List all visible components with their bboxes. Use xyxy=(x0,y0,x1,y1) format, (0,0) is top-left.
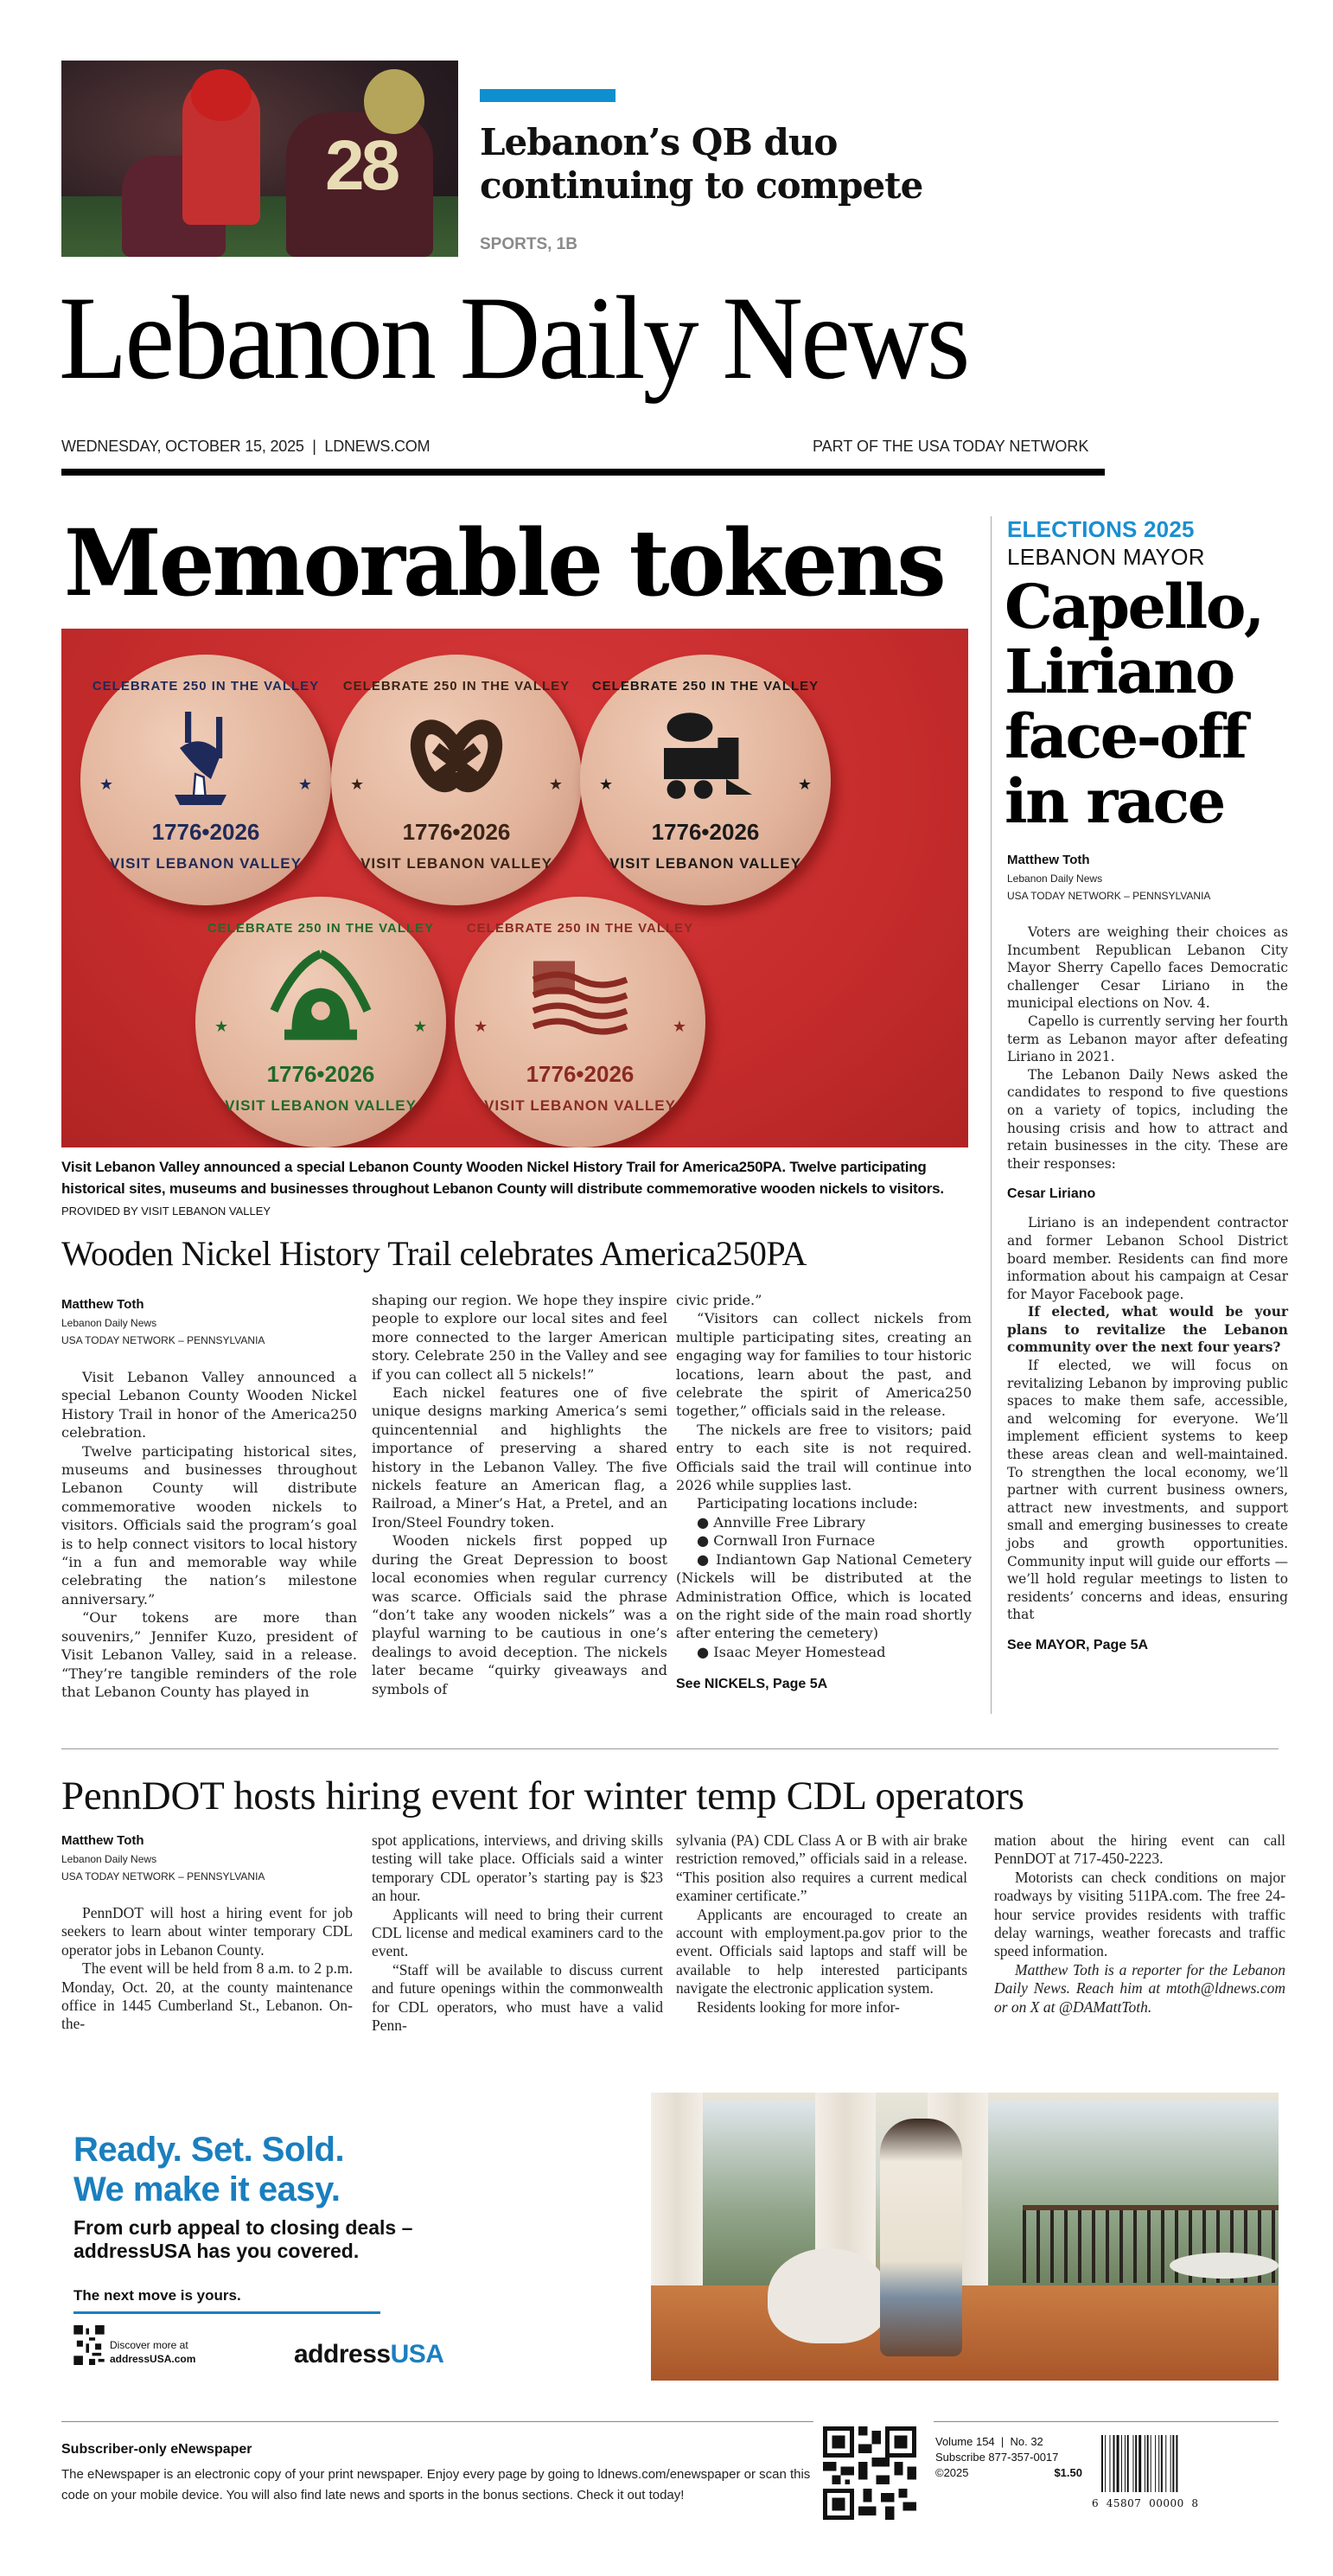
story-column xyxy=(1007,1214,1288,1624)
wooden-nickel-coin xyxy=(195,897,446,1147)
coin-top-text: CELEBRATE 250 IN THE VALLEY xyxy=(466,921,694,936)
barcode-bar xyxy=(1155,2435,1156,2492)
coin-bottom-text: VISIT LEBANON VALLEY xyxy=(360,855,552,872)
barcode-bar xyxy=(1113,2435,1115,2492)
paragraph: “Our tokens are more than souvenirs,” Jennifer Kuzo, president of Visit Lebanon Valley, said in a release. “They’re tangible reminders of the role that Lebanon County has played in xyxy=(61,1609,357,1700)
story-column xyxy=(676,1831,967,2017)
star-icon: ★ xyxy=(474,1018,488,1036)
byline-author[interactable]: Matthew Toth xyxy=(1007,853,1090,867)
coin-bottom-text: VISIT LEBANON VALLEY xyxy=(110,855,302,872)
edition-info xyxy=(935,2434,1082,2481)
photo-table xyxy=(1170,2253,1279,2279)
byline-network: USA TODAY NETWORK – PENNSYLVANIA xyxy=(61,1870,265,1882)
question: If elected, what would be your plans to revitalize the Lebanon community over the next four years? xyxy=(1007,1304,1288,1356)
barcode-bar xyxy=(1109,2435,1110,2492)
ad-subhead-line: From curb appeal to closing deals – xyxy=(73,2216,413,2239)
photo-floor xyxy=(651,2285,1279,2381)
story-column xyxy=(372,1831,663,2035)
paragraph: The Lebanon Daily News asked the candidates to respond to five questions on a variety of topics, including the housing crisis and how to attract and retain businesses in the city. These are their responses: xyxy=(1007,1066,1288,1172)
barcode-bar xyxy=(1127,2435,1129,2492)
ad-subhead xyxy=(73,2216,412,2263)
wooden-nickel-coin xyxy=(331,655,582,905)
photo-credit: PROVIDED BY VISIT LEBANON VALLEY xyxy=(61,1205,271,1218)
coin-top-text: CELEBRATE 250 IN THE VALLEY xyxy=(92,679,320,694)
logo-suffix: USA xyxy=(390,2340,444,2368)
byline-network: USA TODAY NETWORK – PENNSYLVANIA xyxy=(1007,890,1211,902)
paragraph: The nickels are free to visitors; paid entry to each site is not required. Officials said the trail will continue into 2026 while supplies last. xyxy=(676,1421,972,1494)
election-subkicker: LEBANON MAYOR xyxy=(1007,544,1205,570)
election-story xyxy=(1007,515,1288,1653)
ad-headline-line: Ready. Set. Sold. xyxy=(73,2131,345,2169)
paragraph: mation about the hiring event can call PennDOT at 717-450-2223. xyxy=(994,1831,1285,1868)
paragraph: Applicants are encouraged to create an account with employment.pa.gov prior to the event. Officials said laptops and staff will be available to help interested participants navigate the electronic application system. xyxy=(676,1905,967,1998)
photo-caption xyxy=(61,1156,968,1222)
story-column xyxy=(676,1291,972,1692)
dateline: WEDNESDAY, OCTOBER 15, 2025 | LDNEWS.COM xyxy=(61,438,431,455)
lead-headline[interactable]: Memorable tokens xyxy=(64,508,944,617)
teaser-headline[interactable]: Lebanon’s QB duo continuing to compete xyxy=(480,121,923,207)
coin-emblem-icon xyxy=(654,706,757,810)
barcode-bar xyxy=(1165,2435,1166,2492)
coin-emblem-icon xyxy=(269,949,373,1052)
paragraph: sylvania (PA) CDL Class A or B with air brake restriction removed,” officials said in a release. “This position also requires a current medical examiner certificate.” xyxy=(676,1831,967,1905)
wooden-nickel-coin xyxy=(455,897,705,1147)
barcode-bar xyxy=(1161,2435,1163,2492)
network-tagline: PART OF THE USA TODAY NETWORK xyxy=(813,438,1089,455)
location-name: Cornwall Iron Furnace xyxy=(713,1532,876,1550)
masthead-rule xyxy=(61,469,1105,476)
star-icon: ★ xyxy=(412,1018,427,1036)
story-column xyxy=(61,1833,353,2034)
wooden-nickel-coin xyxy=(80,655,331,905)
story-column xyxy=(61,1297,357,1701)
byline-author[interactable]: Matthew Toth xyxy=(61,1297,144,1312)
coin-bottom-text: VISIT LEBANON VALLEY xyxy=(484,1097,676,1114)
location-name: Indiantown Gap National Cemetery (Nickels will be distributed at the Administration Office, which is located on the right side of the main road shortly after entering the cemetery) xyxy=(676,1550,972,1642)
ad-headline-line: We make it easy. xyxy=(73,2170,341,2208)
paragraph: Residents looking for more infor- xyxy=(697,1998,900,2016)
story-separator xyxy=(61,1748,1279,1749)
paragraph: Each nickel features one of five unique designs marking America’s semi quincentennial and highlights the importance of preserving a shared history in the Lebanon Valley. The five nickels feature an American flag, a Railroad, a Miner’s Hat, a Pretel, and an Iron/Steel Foundry token. xyxy=(372,1384,667,1531)
jump-link-nickels[interactable]: See NICKELS, Page 5A xyxy=(676,1677,828,1692)
paragraph: The event will be held from 8 a.m. to 2 p.m. Monday, Oct. 20, at the county maintenance office in 1445 Cumberland St., Lebanon. On-the- xyxy=(61,1959,353,2033)
barcode-bar xyxy=(1132,2435,1133,2492)
star-icon: ★ xyxy=(599,776,614,794)
photo-helmet xyxy=(364,69,424,134)
barcode-bar xyxy=(1176,2435,1177,2492)
byline-outlet: Lebanon Daily News xyxy=(61,1317,157,1329)
column-divider xyxy=(991,516,992,1714)
copyright: ©2025 xyxy=(935,2466,969,2479)
paragraph: spot applications, interviews, and driving skills testing will take place. Officials said a winter temporary CDL operator’s starting pay is $23 an hour. xyxy=(372,1831,663,1905)
enewspaper-title: Subscriber-only eNewspaper xyxy=(61,2442,252,2457)
enewspaper-qr-code-icon[interactable] xyxy=(823,2426,916,2520)
footer-rule xyxy=(934,2421,1279,2422)
candidate-heading: Cesar Liriano xyxy=(1007,1186,1096,1202)
price: $1.50 xyxy=(1054,2466,1082,2479)
location-list-item: ● Isaac Meyer Homestead xyxy=(697,1643,886,1660)
star-icon: ★ xyxy=(548,776,563,794)
story-column xyxy=(994,1831,1285,2017)
addressusa-logo xyxy=(294,2340,443,2369)
ad-url-link[interactable]: addressUSA.com xyxy=(110,2353,196,2365)
enewspaper-description: The eNewspaper is an electronic copy of your print newspaper. Enjoy every page by going to ldnews.com/enewspaper or scan this code on your mobile device. You will also find late news and sports in the bonus sections. Check it out today! xyxy=(61,2467,811,2502)
paragraph: Motorists can check conditions on major roadways by visiting 511PA.com. The free 24-hour service provides residents with traffic delay warnings, weather forecasts and traffic speed information. xyxy=(994,1868,1285,1960)
barcode-number: 6 45807 00000 8 xyxy=(1092,2497,1199,2509)
location-name: Annville Free Library xyxy=(713,1513,866,1531)
barcode-bar xyxy=(1172,2435,1174,2492)
star-icon: ★ xyxy=(214,1018,229,1036)
jersey-number: 28 xyxy=(325,126,398,205)
byline-network: USA TODAY NETWORK – PENNSYLVANIA xyxy=(61,1334,265,1346)
location-list-item: ● Cornwall Iron Furnace xyxy=(697,1532,876,1550)
coin-top-text: CELEBRATE 250 IN THE VALLEY xyxy=(591,679,820,694)
jump-link-mayor[interactable]: See MAYOR, Page 5A xyxy=(1007,1637,1149,1652)
coin-bottom-text: VISIT LEBANON VALLEY xyxy=(609,855,801,872)
barcode-bar xyxy=(1147,2435,1149,2492)
byline-outlet: Lebanon Daily News xyxy=(61,1853,157,1865)
masthead-title: Lebanon Daily News xyxy=(59,272,968,404)
barcode-bar xyxy=(1158,2435,1159,2492)
teaser-football-photo[interactable] xyxy=(61,61,458,257)
barcode-bar xyxy=(1121,2435,1122,2492)
price-row xyxy=(935,2465,1082,2481)
paragraph: civic pride.” xyxy=(676,1292,762,1308)
paragraph: “Staff will be available to discuss current and future openings within the commonwealth for CDL operators, who must have a valid Penn- xyxy=(372,1960,663,2035)
footer-rule xyxy=(61,2421,813,2422)
election-headline[interactable]: Capello, Liriano face-off in race xyxy=(1005,571,1263,837)
barcode-bar xyxy=(1170,2435,1171,2492)
ad-headline xyxy=(73,2130,344,2209)
paragraph: Voters are weighing their choices as Incumbent Republican Lebanon City Mayor Sherry Capello faces Democratic challenger Cesar Liriano in the municipal elections on Nov. 4. xyxy=(1007,924,1288,1012)
star-icon: ★ xyxy=(672,1018,686,1036)
star-icon: ★ xyxy=(99,776,114,794)
caption-text: Visit Lebanon Valley announced a special Lebanon County Wooden Nickel History Trail for America250PA. Twelve participating historical sites, museums and businesses throughout Lebanon County will distribute commemorative wooden nickels to visitors. xyxy=(61,1159,944,1197)
story-headline[interactable]: Wooden Nickel History Trail celebrates America250PA xyxy=(61,1234,807,1273)
barcode-bar xyxy=(1105,2435,1106,2492)
coin-emblem-icon xyxy=(405,706,508,810)
paragraph: If elected, we will focus on revitalizing Lebanon by improving public spaces to make them safe, accessible, and welcoming for everyone. We’ll implement efficient systems to keep these areas clean and well-maintained. To strengthen the local economy, we’ll partner with current business owners, attract new investments, and support small and emerging businesses to create jobs and growth opportunities. Community input will guide our efforts — we’ll hold regular meetings to listen to residents’ concerns and ideas, ensuring that xyxy=(1007,1358,1288,1623)
byline xyxy=(61,1833,353,1885)
reporter-tagline: Matthew Toth is a reporter for the Lebanon Daily News. Reach him at mtoth@ldnews.com or on X at @DAMattToth. xyxy=(994,1960,1285,2016)
byline xyxy=(61,1297,357,1349)
paragraph: Applicants will need to bring their current CDL license and medical examiners card to the event. xyxy=(372,1905,663,1960)
ad-home-photo xyxy=(651,2093,1279,2381)
coin-bottom-text: VISIT LEBANON VALLEY xyxy=(225,1097,417,1114)
location-name: Isaac Meyer Homestead xyxy=(713,1643,886,1660)
byline-outlet: Lebanon Daily News xyxy=(1007,873,1103,885)
location-list-item: ● Indiantown Gap National Cemetery (Nickels will be distributed at the Administration Office, which is located on the right side of the main road shortly after entering the cemetery) xyxy=(676,1550,972,1642)
coin-emblem-icon xyxy=(154,706,258,810)
star-icon: ★ xyxy=(350,776,365,794)
ad-subhead-line: addressUSA has you covered. xyxy=(73,2240,360,2262)
byline-author[interactable]: Matthew Toth xyxy=(61,1833,144,1848)
star-icon: ★ xyxy=(297,776,312,794)
logo-prefix: address xyxy=(294,2340,391,2368)
barcode-bar xyxy=(1101,2435,1103,2492)
story-column xyxy=(372,1291,667,1698)
penndot-headline[interactable]: PennDOT hosts hiring event for winter temp CDL operators xyxy=(61,1774,1024,1819)
subscribe-phone[interactable]: Subscribe 877-357-0017 xyxy=(935,2451,1059,2464)
paragraph: shaping our region. We hope they inspire people to explore our local sites and feel more connected to the larger American story. Celebrate 250 in the Valley and see if you can collect all 5 nickels!” xyxy=(372,1292,667,1383)
paragraph: “Visitors can collect nickels from multiple participating sites, creating an engaging way for families to tour historic locations, learn about the past, and celebrate the spirit of America250 together,” officials said in the release. xyxy=(676,1310,972,1420)
barcode-icon xyxy=(1096,2435,1209,2492)
barcode-bar xyxy=(1125,2435,1126,2492)
teaser-section-ref[interactable]: SPORTS, 1B xyxy=(480,235,577,253)
teaser-accent-bar xyxy=(480,89,615,102)
ad-tagline: The next move is yours. xyxy=(73,2287,241,2304)
story-column xyxy=(1007,924,1288,1173)
volume-number: Volume 154 | No. 32 xyxy=(935,2435,1043,2448)
photo-curtain xyxy=(651,2093,703,2309)
coin-top-text: CELEBRATE 250 IN THE VALLEY xyxy=(207,921,435,936)
coin-years: 1776•2026 xyxy=(151,819,260,845)
photo-helmet xyxy=(191,69,252,121)
star-icon: ★ xyxy=(797,776,812,794)
location-list-item: ● Annville Free Library xyxy=(697,1513,866,1531)
election-kicker: ELECTIONS 2025 xyxy=(1007,516,1195,542)
coin-years: 1776•2026 xyxy=(651,819,760,845)
photo-couple xyxy=(880,2119,962,2356)
ad-discover-text xyxy=(110,2338,195,2366)
coin-years: 1776•2026 xyxy=(266,1061,375,1087)
ad-qr-code-icon[interactable] xyxy=(73,2325,105,2365)
paragraph: Visit Lebanon Valley announced a special Lebanon County Wooden Nickel History Trail in honor of the America250 celebration. xyxy=(61,1369,357,1441)
paragraph: Liriano is an independent contractor and former Lebanon School District board member. Residents can find more information about his campaign at Cesar for Mayor Facebook page. xyxy=(1007,1215,1288,1302)
paragraph: PennDOT will host a hiring event for job seekers to learn about winter temporary CDL operator jobs in Lebanon County. xyxy=(61,1904,353,1959)
barcode-bar xyxy=(1135,2435,1137,2492)
ad-discover-line: Discover more at xyxy=(110,2339,188,2351)
paragraph: Wooden nickels first popped up during the Great Depression to boost local economies when regular currency was scarce. Officials said the phrase “don’t take any wooden nickels” was a playful warning to be cautious in one’s dealings to avoid deception. The nickels later became “quirky giveaways and symbols of xyxy=(372,1532,667,1697)
paragraph: Capello is currently serving her fourth term as Lebanon mayor after defeating Liriano in 2021. xyxy=(1007,1013,1288,1065)
wooden-nickels-photo[interactable] xyxy=(61,629,968,1147)
photo-beanbag xyxy=(768,2248,889,2343)
coin-top-text: CELEBRATE 250 IN THE VALLEY xyxy=(342,679,571,694)
paragraph: Participating locations include: xyxy=(697,1495,918,1512)
byline xyxy=(1007,853,1288,904)
coin-years: 1776•2026 xyxy=(402,819,511,845)
barcode-bar xyxy=(1138,2435,1141,2492)
ad-rule xyxy=(73,2311,380,2314)
wooden-nickel-coin xyxy=(580,655,831,905)
coin-years: 1776•2026 xyxy=(526,1061,635,1087)
barcode-bar xyxy=(1117,2435,1119,2492)
paragraph: Twelve participating historical sites, museums and businesses throughout Lebanon County will distribute commemorative wooden nickels to visitors. Officials said the program’s goal is to help connect visitors to local history “in a fun and memorable way while celebrating the nation’s milestone anniversary.” xyxy=(61,1442,357,1608)
coin-emblem-icon xyxy=(528,949,632,1052)
